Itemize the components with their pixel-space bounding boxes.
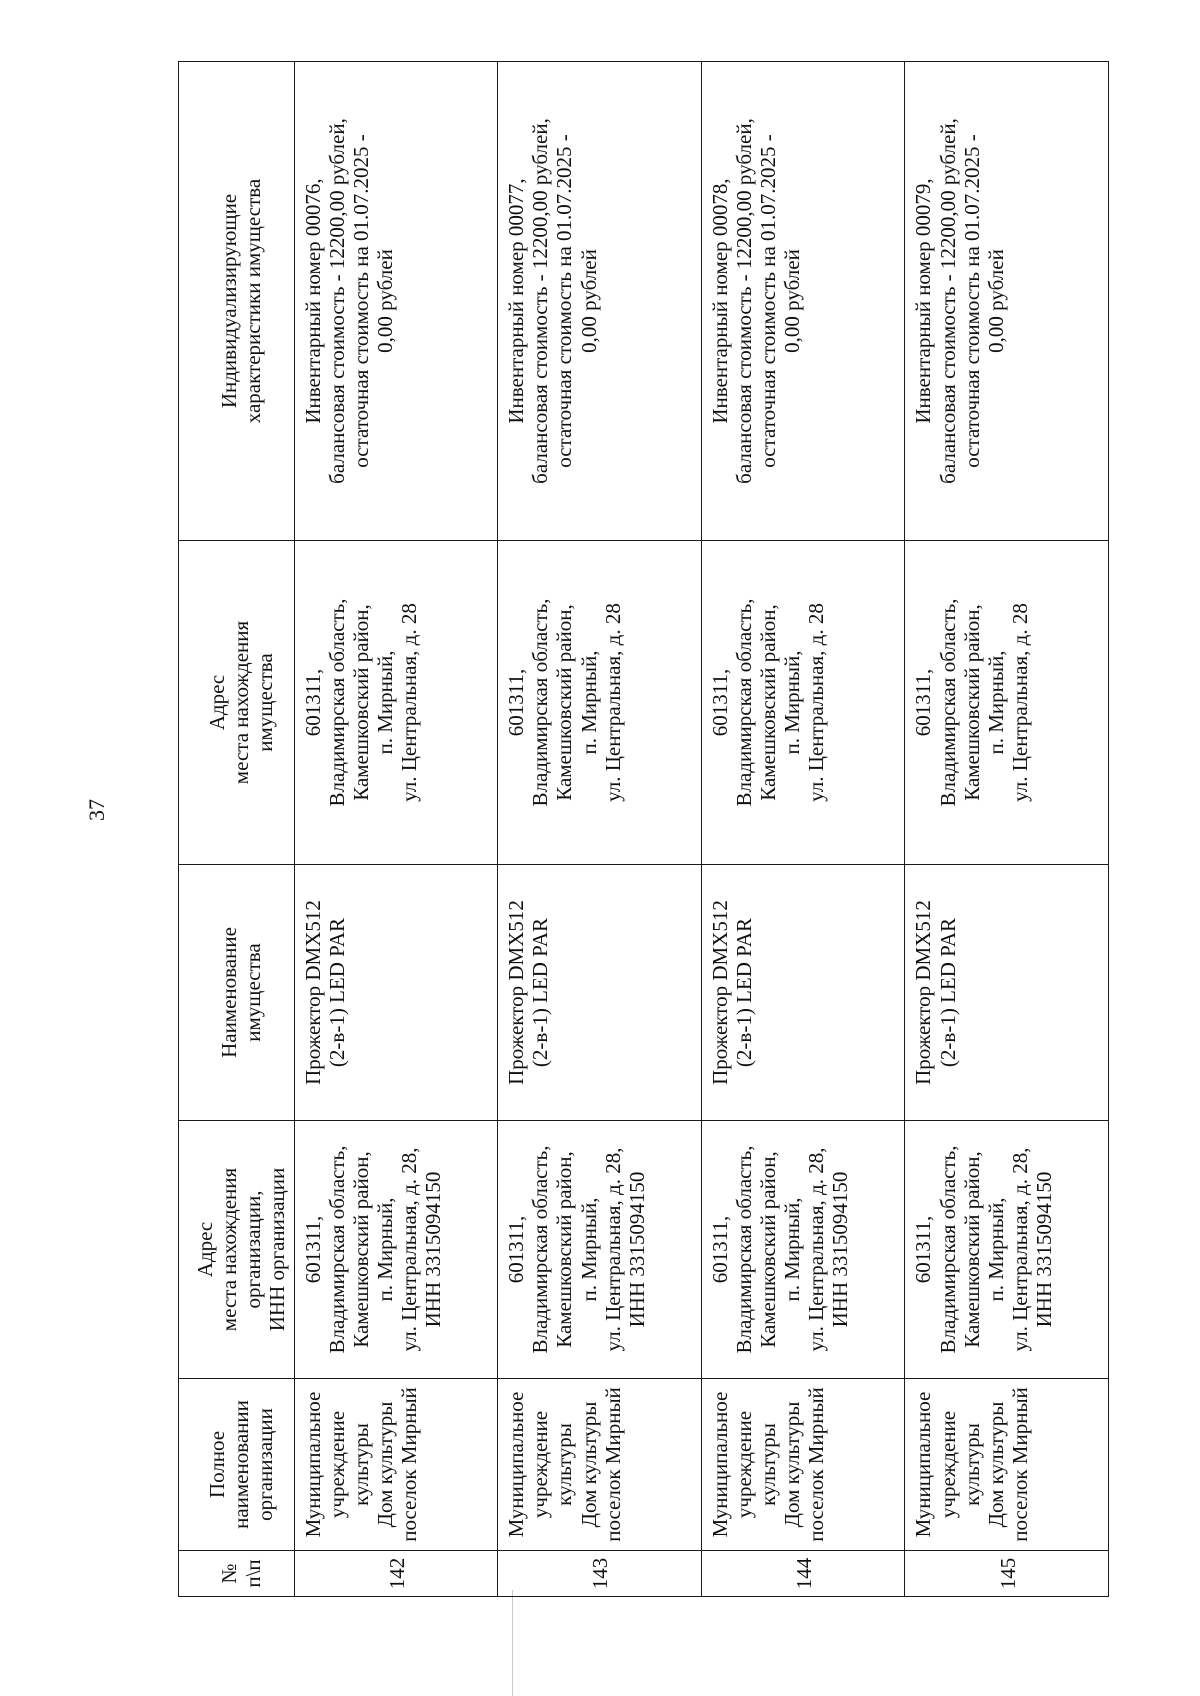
cell-characteristics: Инвентарный номер 00076, балансовая стоимость - 12200,00 рублей, остаточная стоимость на 01.07.2025 - 0,00 рублей xyxy=(294,62,498,541)
header-property-name: Наименование имущества xyxy=(179,865,295,1121)
table-header-row xyxy=(179,62,295,1597)
header-org-address: Адрес места нахождения организации, ИНН организации xyxy=(179,1121,295,1379)
cell-num: 143 xyxy=(498,1551,702,1597)
table-row xyxy=(701,62,905,1597)
cell-org-name: Муниципальное учреждение культуры Дом культуры поселок Мирный xyxy=(498,1379,702,1551)
cell-num: 142 xyxy=(294,1551,498,1597)
cell-org-address: 601311, Владимирская область, Камешковский район, п. Мирный, ул. Центральная, д. 28, ИНН 3315094150 xyxy=(294,1121,498,1379)
cell-org-name: Муниципальное учреждение культуры Дом культуры поселок Мирный xyxy=(294,1379,498,1551)
cell-property-name: Прожектор DMX512 (2-в-1) LED PAR xyxy=(905,865,1109,1121)
cell-org-name: Муниципальное учреждение культуры Дом культуры поселок Мирный xyxy=(701,1379,905,1551)
cell-org-address: 601311, Владимирская область, Камешковский район, п. Мирный, ул. Центральная, д. 28, ИНН 3315094150 xyxy=(905,1121,1109,1379)
cell-property-name: Прожектор DMX512 (2-в-1) LED PAR xyxy=(294,865,498,1121)
header-num: № п\п xyxy=(179,1551,295,1597)
cell-org-address: 601311, Владимирская область, Камешковский район, п. Мирный, ул. Центральная, д. 28, ИНН 3315094150 xyxy=(701,1121,905,1379)
cell-org-name: Муниципальное учреждение культуры Дом культуры поселок Мирный xyxy=(905,1379,1109,1551)
header-property-address: Адрес места нахождения имущества xyxy=(179,541,295,865)
cell-characteristics: Инвентарный номер 00079, балансовая стоимость - 12200,00 рублей, остаточная стоимость на 01.07.2025 - 0,00 рублей xyxy=(905,62,1109,541)
cell-property-address: 601311, Владимирская область, Камешковский район, п. Мирный, ул. Центральная, д. 28 xyxy=(905,541,1109,865)
cell-characteristics: Инвентарный номер 00078, балансовая стоимость - 12200,00 рублей, остаточная стоимость на 01.07.2025 - 0,00 рублей xyxy=(701,62,905,541)
property-registry-table xyxy=(178,61,1109,1597)
cell-org-address: 601311, Владимирская область, Камешковский район, п. Мирный, ул. Центральная, д. 28, ИНН 3315094150 xyxy=(498,1121,702,1379)
page-number-container xyxy=(82,780,112,840)
cell-property-name: Прожектор DMX512 (2-в-1) LED PAR xyxy=(701,865,905,1121)
cell-characteristics: Инвентарный номер 00077, балансовая стоимость - 12200,00 рублей, остаточная стоимость на 01.07.2025 - 0,00 рублей xyxy=(498,62,702,541)
header-org-name: Полное наименовании организации xyxy=(179,1379,295,1551)
cell-num: 145 xyxy=(905,1551,1109,1597)
cell-num: 144 xyxy=(701,1551,905,1597)
cell-property-address: 601311, Владимирская область, Камешковский район, п. Мирный, ул. Центральная, д. 28 xyxy=(498,541,702,865)
table-row xyxy=(498,62,702,1597)
rotated-table-container xyxy=(178,62,1109,1597)
cell-property-name: Прожектор DMX512 (2-в-1) LED PAR xyxy=(498,865,702,1121)
header-characteristics: Индивидуализирующие характеристики имущества xyxy=(179,62,295,541)
cell-property-address: 601311, Владимирская область, Камешковский район, п. Мирный, ул. Центральная, д. 28 xyxy=(294,541,498,865)
scan-artifact-line xyxy=(512,1590,513,1696)
cell-property-address: 601311, Владимирская область, Камешковский район, п. Мирный, ул. Центральная, д. 28 xyxy=(701,541,905,865)
table-row xyxy=(905,62,1109,1597)
table-row xyxy=(294,62,498,1597)
page-number: 37 xyxy=(84,799,109,821)
